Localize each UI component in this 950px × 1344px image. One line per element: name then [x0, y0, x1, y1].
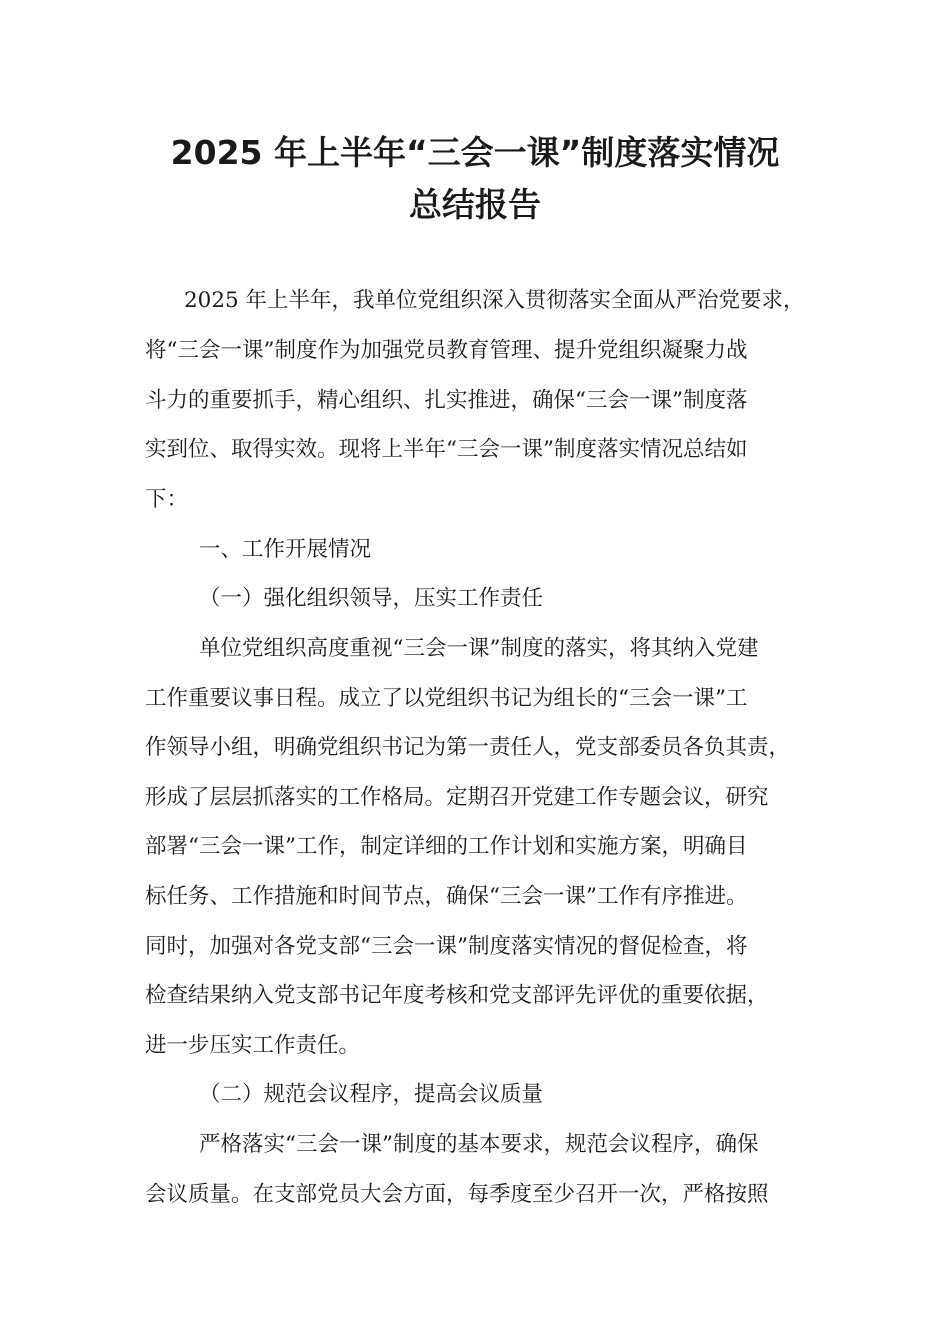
paragraph-line: 实到位、取得实效。现将上半年“三会一课”制度落实情况总结如: [145, 437, 748, 462]
title-line-2: 总结报告: [409, 185, 541, 224]
paragraph-line: 下：: [145, 487, 189, 512]
paragraph-line: 严格落实“三会一课”制度的基本要求，规范会议程序，确保: [199, 1132, 759, 1157]
paragraph-line: 形成了层层抓落实的工作格局。定期召开党建工作专题会议，研究: [145, 785, 769, 810]
section-heading: 一、工作开展情况: [199, 537, 372, 562]
paragraph-line: 斗力的重要抓手，精心组织、扎实推进，确保“三会一课”制度落: [145, 388, 748, 413]
paragraph-line: 2025 年上半年，我单位党组织深入贯彻落实全面从严治党要求，: [184, 288, 805, 313]
paragraph-line: 部署“三会一课”工作，制定详细的工作计划和实施方案，明确目: [145, 834, 748, 859]
subsection-heading: （一）强化组织领导，压实工作责任: [199, 586, 544, 611]
paragraph-line: 工作重要议事日程。成立了以党组织书记为组长的“三会一课”工: [145, 686, 748, 711]
paragraph-line: 检查结果纳入党支部书记年度考核和党支部评先评优的重要依据，: [145, 983, 769, 1008]
title-line-1: 2025 年上半年“三会一课”制度落实情况: [170, 133, 780, 172]
paragraph-line: 会议质量。在支部党员大会方面，每季度至少召开一次，严格按照: [145, 1182, 769, 1207]
subsection-heading: （二）规范会议程序，提高会议质量: [199, 1082, 544, 1107]
paragraph-line: 同时，加强对各党支部“三会一课”制度落实情况的督促检查，将: [145, 934, 748, 959]
paragraph-line: 进一步压实工作责任。: [145, 1033, 361, 1058]
paragraph-line: 标任务、工作措施和时间节点，确保“三会一课”工作有序推进。: [145, 884, 748, 909]
paragraph-line: 将“三会一课”制度作为加强党员教育管理、提升党组织凝聚力战: [145, 338, 748, 363]
paragraph-line: 作领导小组，明确党组织书记为第一责任人，党支部委员各负其责，: [145, 735, 791, 760]
paragraph-line: 单位党组织高度重视“三会一课”制度的落实，将其纳入党建: [199, 636, 759, 661]
